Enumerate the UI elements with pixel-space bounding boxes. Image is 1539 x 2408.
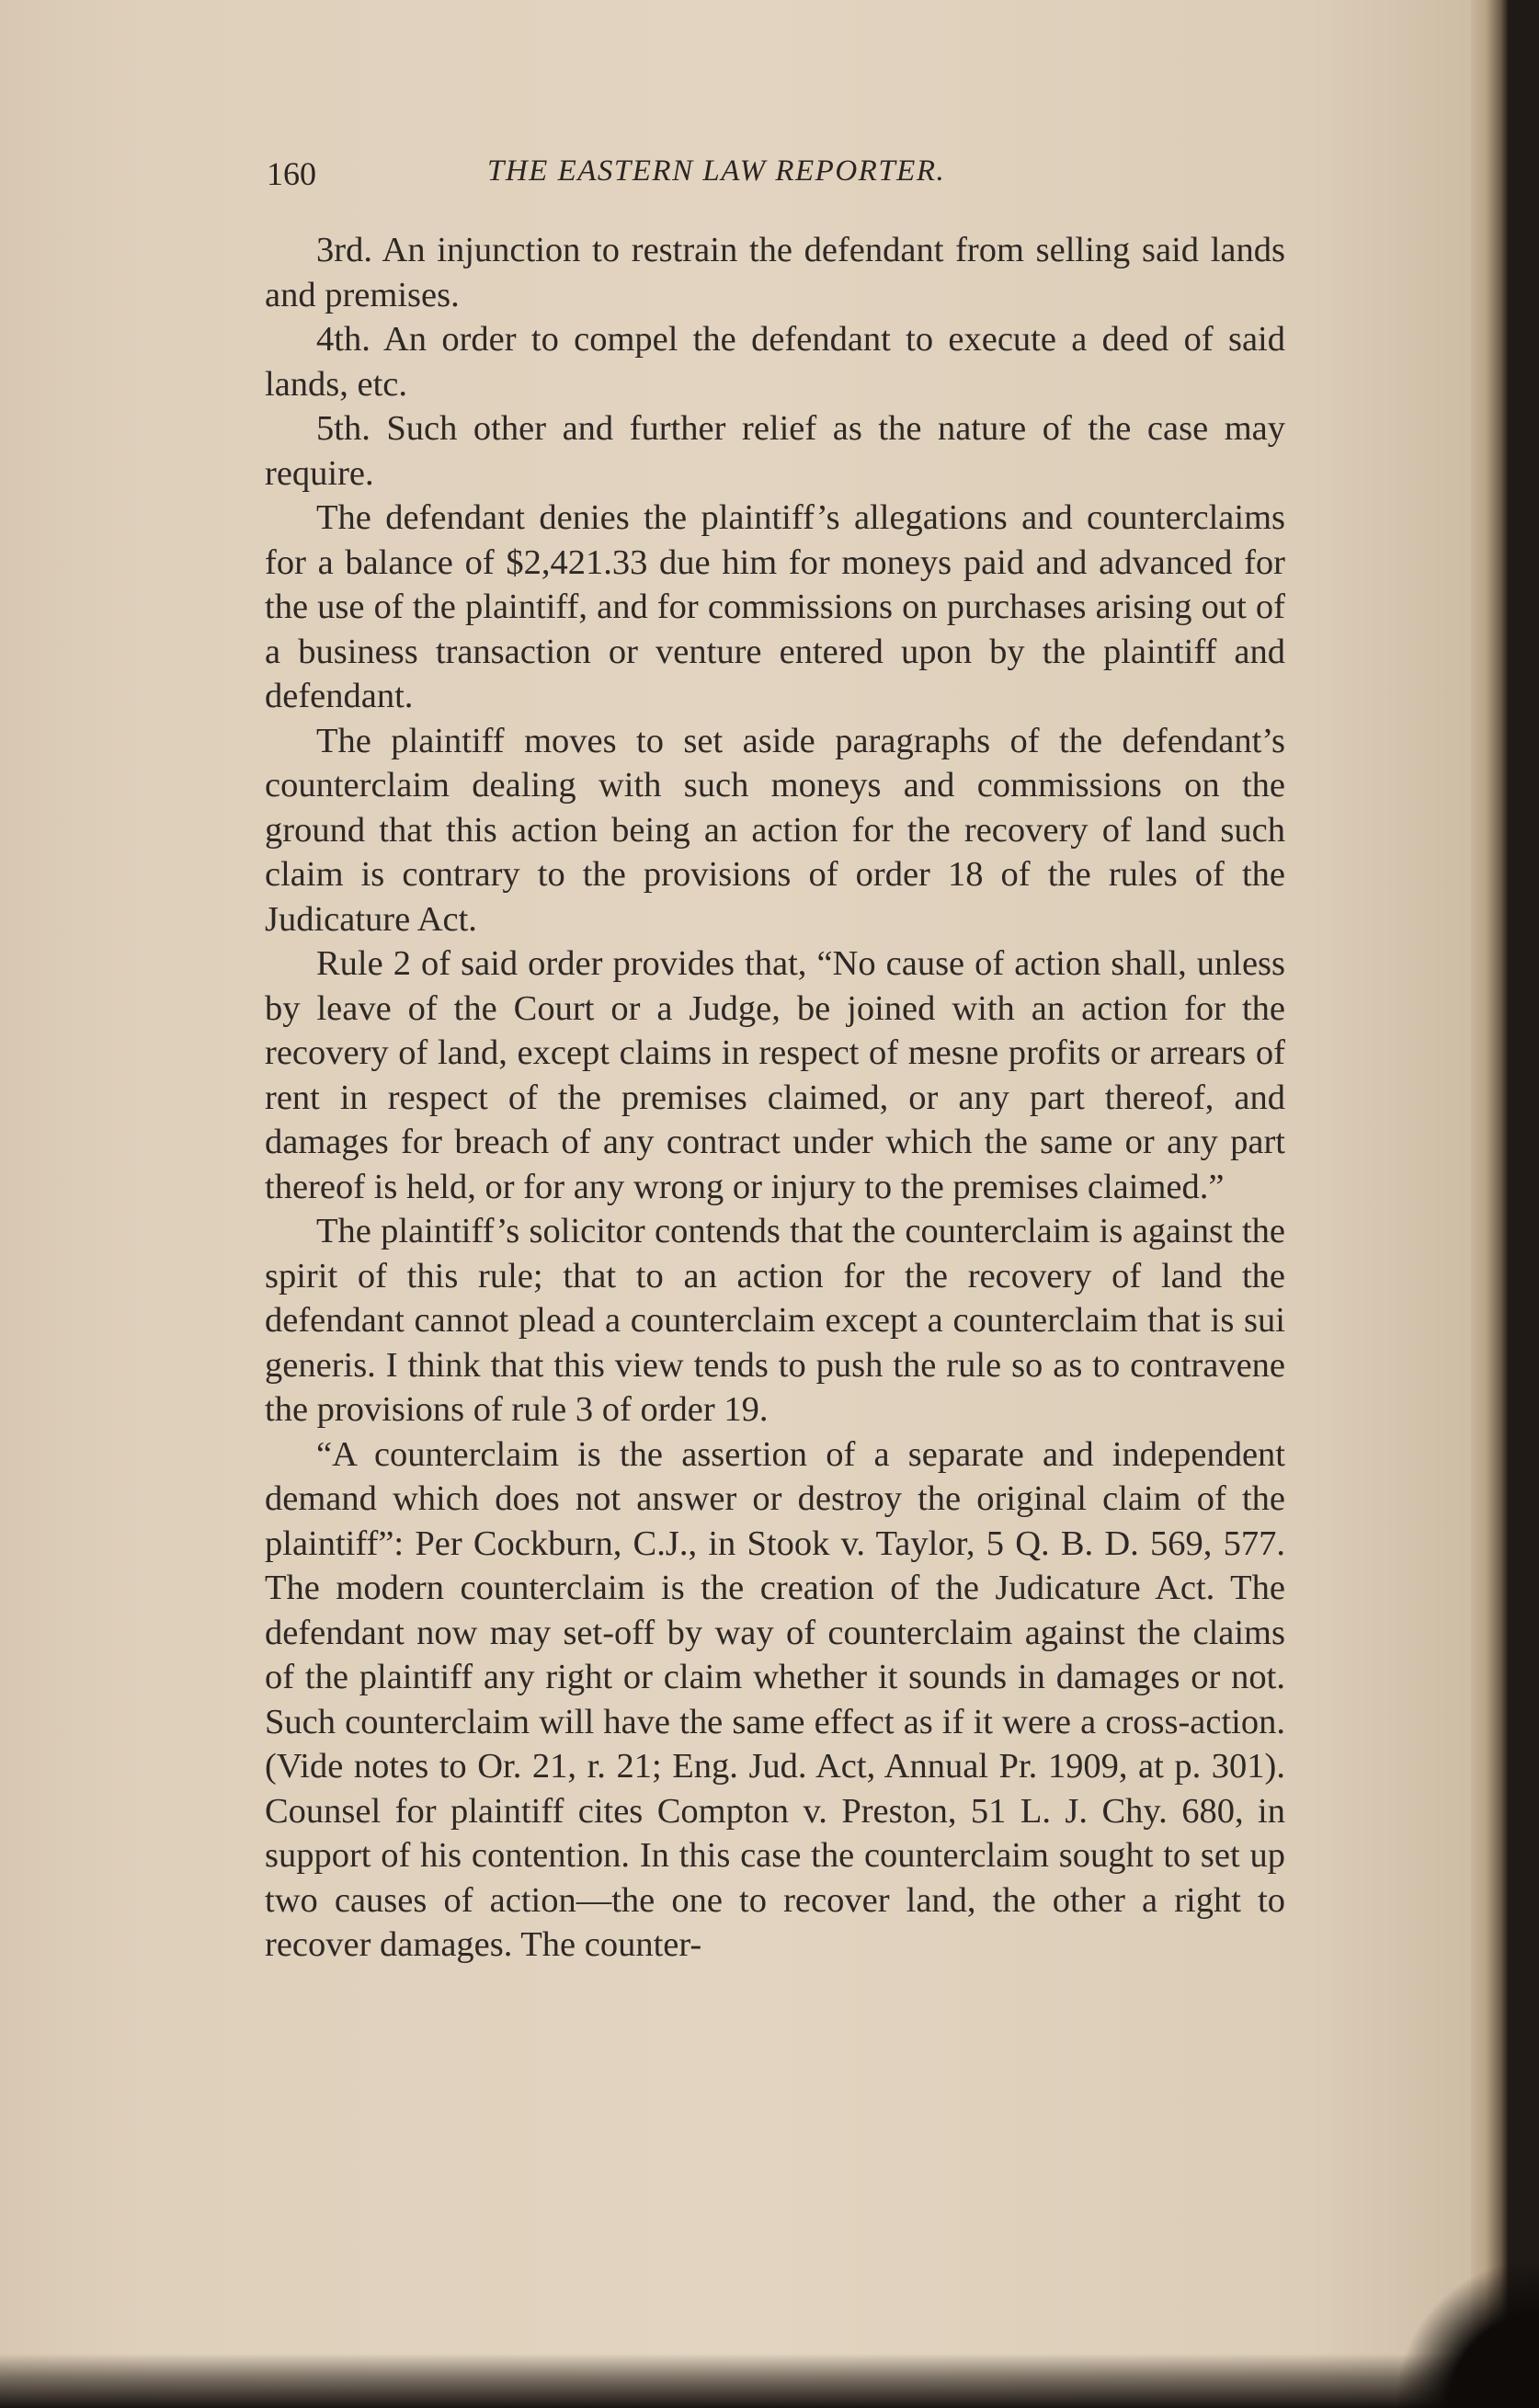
running-head: THE EASTERN LAW REPORTER.: [487, 154, 946, 188]
paragraph-relief-4: 4th. An order to compel the defendant to execute a deed of said lands, etc.: [265, 320, 1285, 404]
page-edge: [1471, 0, 1508, 2408]
page-header: [267, 154, 1296, 206]
page-number: 160: [267, 155, 316, 192]
paragraph-solicitor-argument: The plaintiff’s solicitor contends that the counterclaim is against the spirit of this rule; that to an action for the recovery of land the defendant cannot plead a counterclaim except a counterclaim that is sui generis. I think that this view tends to push the rule so as to contravene the provisions of rule 3 of order 19.: [265, 1212, 1285, 1429]
paragraph-motion: The plaintiff moves to set aside paragraphs of the defendant’s counterclaim dealing with such moneys and commissions on the ground that this action being an action for the recovery of land such claim is contrary to the provisions of order 18 of the rules of the Judicature Act.: [265, 721, 1285, 939]
paragraph-counterclaim-definition: “A counterclaim is the assertion of a separate and independent demand which does not answer or destroy the original claim of the plaintiff”: Per Cockburn, C.J., in Stook v. Taylor, 5 Q. B. D. 569, 577. The modern counterclaim is the creation of the Judicature Act. The defendant now may set-off by way of counterclaim against the claims of the plaintiff any right or claim whether it sounds in damages or not. Such counterclaim will have the same effect as if it were a cross-action. (Vide notes to Or. 21, r. 21; Eng. Jud. Act, Annual Pr. 1909, at p. 301). Counsel for plaintiff cites Compton v. Preston, 51 L. J. Chy. 680, in support of his contention. In this case the counterclaim sought to set up two causes of action—the one to recover land, the other a right to recover damages. The counter-: [265, 1434, 1285, 1964]
bottom-shadow: [0, 2354, 1539, 2408]
corner-shadow: [1397, 2262, 1539, 2408]
paragraph-rule-2: Rule 2 of said order provides that, “No cause of action shall, unless by leave of the Court or a Judge, be joined with an action for the recovery of land, except claims in respect of mesne profits or arrears of rent in respect of the premises claimed, or any part thereof, and damages for breach of any contract under which the same or any part thereof is held, or for any wrong or injury to the premises claimed.”: [265, 944, 1285, 1206]
paragraph-relief-3: 3rd. An injunction to restrain the defendant from selling said lands and premises.: [265, 231, 1285, 314]
paragraph-defence: The defendant denies the plaintiff’s allegations and counterclaims for a balance of $2,421.33 due him for moneys paid and advanced for the use of the plaintiff, and for commissions on purchases arising out of a business transaction or venture entered upon by the plaintiff and defendant.: [265, 498, 1285, 715]
paragraph-relief-5: 5th. Such other and further relief as the nature of the case may require.: [265, 409, 1285, 493]
body-text: [265, 228, 1285, 1968]
